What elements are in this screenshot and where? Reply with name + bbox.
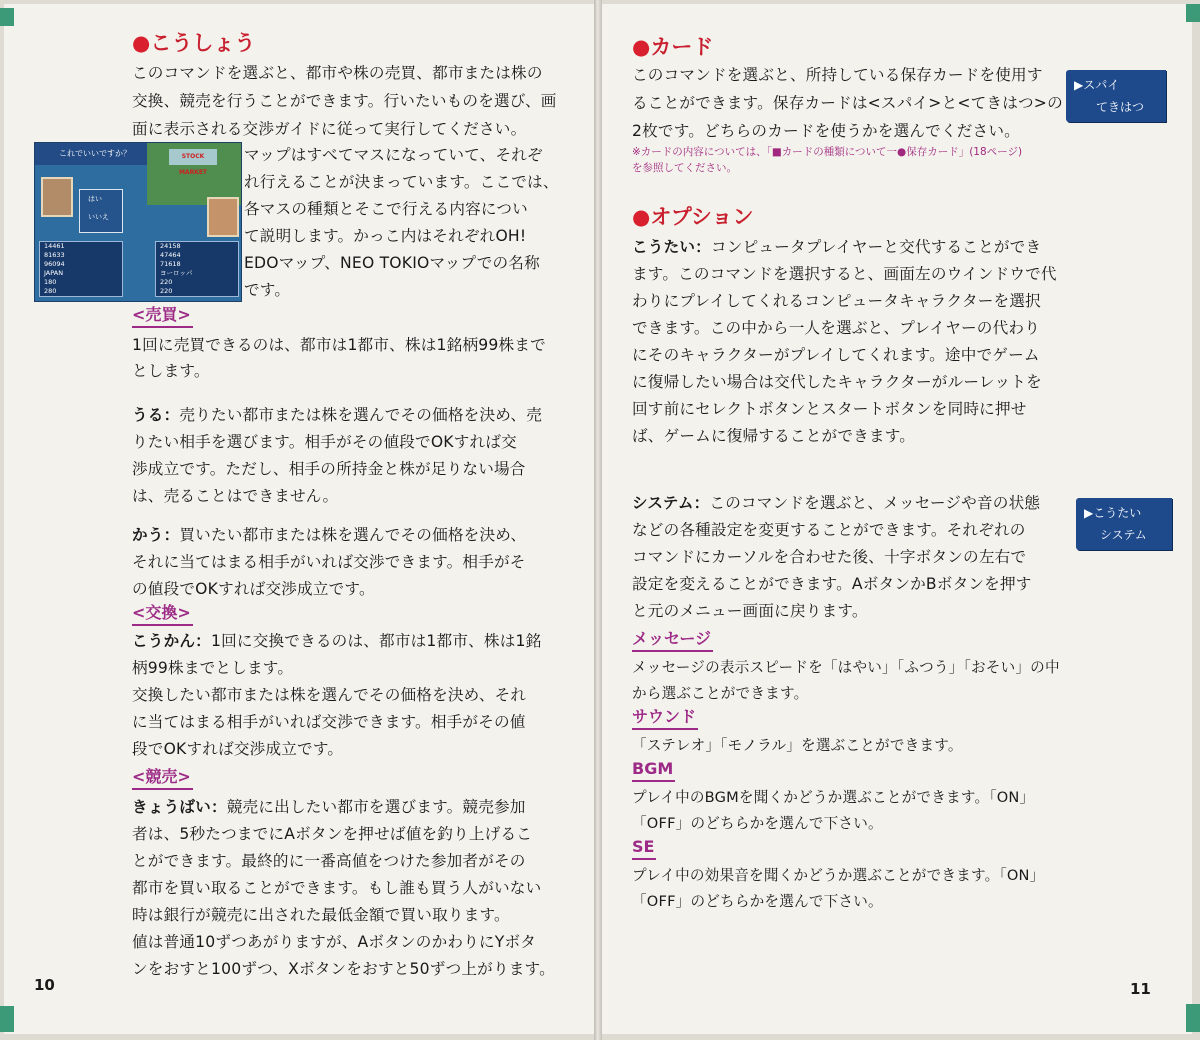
koukan-line-5: 段でOKすれば交渉成立です。 (132, 740, 344, 758)
baibai-line-1: 1回に売買できるのは、都市は1都市、株は1銘柄99株まで (132, 336, 546, 354)
uru-line-4: は、売ることはできません。 (132, 487, 339, 505)
system-line-4: 設定を変えることができます。AボタンかBボタンを押す (632, 575, 1032, 593)
system-line-5: と元のメニュー画面に戻ります。 (632, 602, 868, 620)
edge-tab-bottom-right (1186, 1004, 1200, 1032)
subheading-baibai: <売買> (132, 304, 193, 328)
side-tab-card-line-2: てきはつ (1096, 100, 1145, 114)
subheading-koukan: <交換> (132, 602, 193, 626)
baibai-line-2: とします。 (132, 362, 210, 380)
menu-yes: はい (88, 195, 102, 203)
edge-tab-bottom-left (0, 1006, 14, 1032)
subheading-se: SE (632, 836, 656, 860)
page-number-left: 10 (34, 976, 55, 994)
kyoubai-line-7: ンをおすと100ずつ、Xボタンをおすと50ずつ上がります。 (132, 960, 555, 978)
kyoubai-line-6: 値は普通10ずつあがりますが、AボタンのかわりにYボタ (132, 933, 537, 951)
side-tab-card-line-1: ▶スパイ (1074, 78, 1120, 92)
bgm-line-2: 「OFF」のどちらかを選んで下さい。 (632, 815, 883, 832)
map-text-line-1: マップはすべてマスになっていて、それぞ (244, 146, 543, 164)
stats-panel-left: 14461 81633 96094 JAPAN 180 280 (39, 241, 123, 297)
kyoubai-line-2: 者は、5秒たつまでにAボタンを押せば値を釣り上げるこ (132, 825, 533, 843)
koukan-term: こうかん： (132, 632, 211, 650)
kyoubai-line-4: 都市を買い取ることができます。もし誰も買う人がいない (132, 879, 542, 897)
side-tab-option-line-2: システム (1100, 528, 1147, 542)
subheading-kyoubai: <競売> (132, 766, 193, 790)
system-line-1: システム：このコマンドを選ぶと、メッセージや音の状態 (632, 494, 1041, 512)
se-line-2: 「OFF」のどちらかを選んで下さい。 (632, 893, 883, 910)
koutai-line-2: ます。このコマンドを選択すると、画面左のウインドウで代 (632, 265, 1057, 283)
map-text-line-6: です。 (244, 281, 291, 299)
uru-line-1: うる：売りたい都市または株を選んでその価格を決め、売 (132, 406, 543, 424)
kyoubai-line-1: きょうばい：競売に出したい都市を選びます。競売参加 (132, 798, 526, 816)
uru-term: うる： (132, 406, 180, 424)
kyoubai-line-5: 時は銀行が競売に出された最低金額で買い取ります。 (132, 906, 510, 924)
player-portrait-right (207, 197, 239, 237)
edge-tab-top-left (0, 8, 14, 26)
koukan-line-3: 交換したい都市または株を選んでその価格を決め、それ (132, 686, 527, 704)
kau-term: かう： (132, 526, 180, 544)
koutai-line-1: こうたい：コンピュータプレイヤーと交代することができ (632, 238, 1042, 256)
yes-no-menu (79, 189, 123, 233)
message-line-2: から選ぶことができます。 (632, 685, 809, 702)
menu-no: いいえ (88, 213, 109, 221)
map-text-line-5: EDOマップ、NEO TOKIOマップでの名称 (244, 254, 540, 272)
side-tab-card (1066, 70, 1166, 122)
intro-line-3: 面に表示される交渉ガイドに従って実行してください。 (132, 120, 527, 138)
subheading-bgm: BGM (632, 758, 675, 782)
intro-line-2: 交換、競売を行うことができます。行いたいものを選び、画 (132, 92, 557, 110)
system-line-2: などの各種設定を変更することができます。それぞれの (632, 521, 1026, 539)
koutai-line-5: にそのキャラクターがプレイしてくれます。途中でゲーム (632, 346, 1040, 364)
map-text-line-3: 各マスの種類とそこで行える内容につい (244, 200, 528, 218)
player-portrait-left (41, 177, 73, 217)
map-text-line-4: て説明します。かっこ内はそれぞれOH! (244, 227, 527, 245)
side-tab-option (1076, 498, 1172, 550)
map-text-line-2: れ行えることが決まっています。ここでは、 (244, 173, 559, 191)
uru-line-2: りたい相手を選びます。相手がその値段でOKすれば交 (132, 433, 517, 451)
card-line-3: 2枚です。どちらのカードを使うかを選んでください。 (632, 122, 1020, 140)
koutai-line-8: ば、ゲームに復帰することができます。 (632, 427, 916, 445)
subheading-sound: サウンド (632, 706, 698, 730)
side-tab-option-line-1: ▶こうたい (1084, 506, 1142, 520)
kyoubai-term: きょうばい： (132, 798, 227, 816)
kyoubai-line-3: とができます。最終的に一番高値をつけた参加者がその (132, 852, 526, 870)
koukan-line-2: 柄99株までとします。 (132, 659, 294, 677)
system-term: システム： (632, 494, 710, 512)
right-page (602, 4, 1192, 1034)
koutai-line-6: に復帰したい場合は交代したキャラクターがルーレットを (632, 373, 1042, 391)
kau-line-3: の値段でOKすれば交渉成立です。 (132, 580, 375, 598)
koutai-line-4: できます。この中から一人を選ぶと、プレイヤーの代わり (632, 319, 1040, 337)
koutai-line-3: わりにプレイしてくれるコンピュータキャラクターを選択 (632, 292, 1041, 310)
uru-line-3: 渉成立です。ただし、相手の所持金と株が足りない場合 (132, 460, 526, 478)
screenshot-question: これでいいですか？ (59, 149, 131, 158)
system-line-3: コマンドにカーソルを合わせた後、十字ボタンの左右で (632, 548, 1027, 566)
subheading-message: メッセージ (632, 628, 713, 652)
book-gutter (594, 0, 602, 1040)
card-line-1: このコマンドを選ぶと、所持している保存カードを使用す (632, 66, 1043, 84)
se-line-1: プレイ中の効果音を聞くかどうか選ぶことができます。「ON」 (632, 867, 1045, 884)
message-line-1: メッセージの表示スピードを「はやい」「ふつう」「おそい」の中 (632, 659, 1060, 676)
section-heading-option: ●オプション (632, 205, 754, 229)
koukan-line-1: こうかん：1回に交換できるのは、都市は1都市、株は1銘 (132, 632, 542, 650)
game-screenshot (34, 142, 242, 302)
card-line-2: ることができます。保存カードは<スパイ>と<てきはつ>の (632, 94, 1063, 112)
stats-panel-right: 24158 47464 71618 ヨーロッパ 220 220 (155, 241, 239, 297)
kau-line-1: かう：買いたい都市または株を選んでその価格を決め、 (132, 526, 527, 544)
section-heading-card: ●カード (632, 35, 714, 59)
bgm-line-1: プレイ中のBGMを聞くかどうか選ぶことができます。「ON」 (632, 789, 1035, 806)
left-page (4, 4, 594, 1034)
card-note-line-1: ※カードの内容については、「■カードの種類について一●保存カード」(18ページ) (632, 146, 1023, 158)
kau-line-2: それに当てはまる相手がいれば交渉できます。相手がそ (132, 553, 526, 571)
stock-market-sign: STOCK MARKET (169, 149, 217, 165)
edge-tab-top-right (1186, 4, 1200, 22)
koukan-line-4: に当てはまる相手がいれば交渉できます。相手がその値 (132, 713, 526, 731)
section-heading-koushou: ●こうしょう (132, 31, 256, 55)
koutai-term: こうたい： (632, 238, 711, 256)
card-note-line-2: を参照してください。 (632, 162, 737, 174)
sound-line-1: 「ステレオ」「モノラル」を選ぶことができます。 (632, 737, 963, 754)
intro-line-1: このコマンドを選ぶと、都市や株の売買、都市または株の (132, 64, 543, 82)
koutai-line-7: 回す前にセレクトボタンとスタートボタンを同時に押せ (632, 400, 1027, 418)
page-number-right: 11 (1130, 980, 1151, 998)
